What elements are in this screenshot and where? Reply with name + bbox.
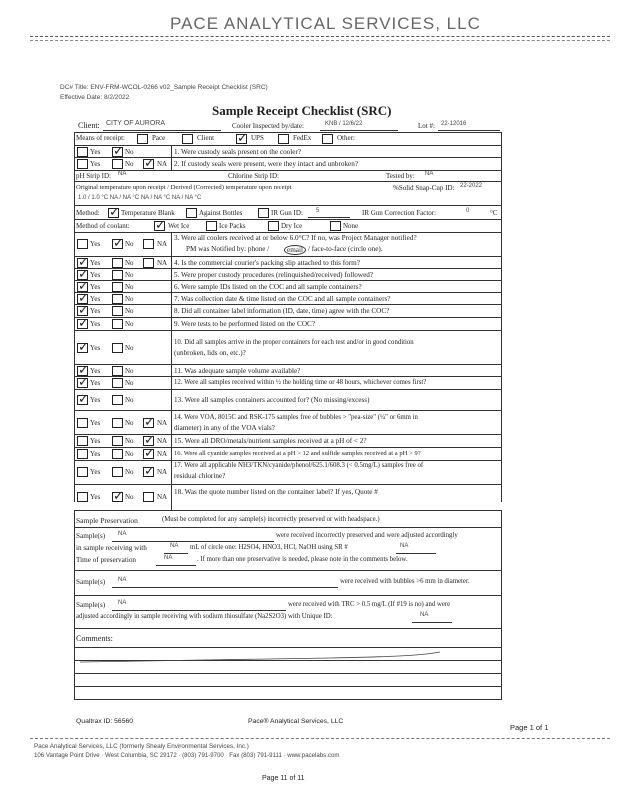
- footer-company: Pace® Analytical Services, LLC: [248, 718, 344, 725]
- q15-na-label: NA: [157, 437, 168, 445]
- solid-snap-value: 22-2022: [460, 183, 483, 189]
- q4-na-label: NA: [157, 259, 168, 267]
- q7-yes-check-icon: ✓: [78, 291, 89, 306]
- ir-gun-underline: [308, 217, 350, 218]
- q4-no-label: No: [125, 259, 134, 267]
- q16-no-checkbox[interactable]: [112, 449, 123, 459]
- q2-no-label: No: [125, 160, 134, 168]
- q13-no-label: No: [125, 396, 134, 404]
- q9-text: 9. Were tests to be performed listed on the COC?: [174, 320, 316, 328]
- q13-yes-label: Yes: [90, 396, 101, 404]
- q8-no-checkbox[interactable]: [112, 306, 123, 316]
- client-underline: [103, 130, 221, 131]
- q16-na-check-icon: ✓: [144, 446, 155, 461]
- comment-line: [74, 673, 501, 674]
- cooler-inspected-label: Cooler Inspected by/date:: [232, 122, 304, 130]
- q1-yes-checkbox[interactable]: [77, 147, 88, 157]
- q16-na-label: NA: [157, 450, 168, 458]
- q14-na-check-icon: ✓: [144, 415, 155, 430]
- q8-yes-check-icon: ✓: [78, 303, 89, 318]
- row-line: [74, 434, 501, 435]
- row-line: [74, 364, 501, 365]
- q11-text: 11. Was adequate sample volume available?: [174, 367, 301, 375]
- q18-yes-label: Yes: [90, 493, 101, 501]
- q2-na-check-icon: ✓: [144, 156, 155, 171]
- pres2-na-value: NA: [170, 543, 179, 549]
- q4-yes-check-icon: ✓: [78, 255, 89, 270]
- q5-no-checkbox[interactable]: [112, 270, 123, 280]
- pres2-text-a: in sample receiving with: [76, 544, 147, 552]
- q1-yes-label: Yes: [90, 148, 101, 156]
- section-rule: [74, 595, 501, 596]
- pres1-text-a: Sample(s): [76, 532, 106, 540]
- q12-yes-check-icon: ✓: [78, 375, 89, 390]
- preservation-label: Sample Preservation: [76, 516, 138, 525]
- section-rule: [74, 628, 501, 629]
- q2-yes-label: Yes: [90, 160, 101, 168]
- footer-line-1: Pace Analytical Services, LLC (formerly Shealy Environmental Services, Inc.): [34, 743, 249, 750]
- q15-no-checkbox[interactable]: [112, 436, 123, 446]
- q8-yes-label: Yes: [90, 307, 101, 315]
- row-line: [74, 232, 501, 233]
- q3-text: 3. Were all coolers received at or below 6.0°C? If no, was Project Manager notified?: [174, 234, 417, 242]
- q6-no-checkbox[interactable]: [112, 282, 123, 292]
- q8-text: 8. Did all container label information (ID, date, time) agree with the COC?: [174, 307, 390, 315]
- pres3-na-value: NA: [164, 555, 173, 561]
- row-line: [74, 256, 501, 257]
- ph-strip-label: pH Strip ID:: [76, 172, 111, 180]
- coolant-wet-ice-label: Wet Ice: [168, 222, 190, 230]
- row-line: [74, 447, 501, 448]
- q2-text: 2. If custody seals were present, were they intact and unbroken?: [174, 160, 359, 168]
- q12-no-label: No: [125, 379, 134, 387]
- means-other-checkbox[interactable]: [322, 134, 333, 144]
- q3-no-check-icon: ✓: [113, 236, 124, 251]
- q14-text-line1: 14. Were VOA, 8015C and RSK-175 samples free of bubbles > "pea-size" (¼" or 6mm in: [174, 414, 418, 421]
- q13-yes-check-icon: ✓: [78, 392, 89, 407]
- coolant-ice-packs-checkbox[interactable]: [206, 221, 217, 231]
- row-line: [74, 219, 501, 220]
- pres3-underline: [156, 565, 196, 566]
- footer-line-2: 106 Vantage Point Drive · West Columbia, SC 29172 · (803) 791-9700 · Fax (803) 791-9111 · www.pacelabs.com: [34, 752, 340, 759]
- q1-no-label: No: [125, 148, 134, 156]
- q6-yes-check-icon: ✓: [78, 279, 89, 294]
- means-fedex-label: FedEx: [293, 134, 312, 142]
- q14-text-line2: diameter) in any of the VOA vials?: [174, 424, 275, 432]
- q5-yes-label: Yes: [90, 271, 101, 279]
- coolant-dry-ice-label: Dry Ice: [281, 222, 303, 230]
- q15-text: 15. Were all DRO/metals/nutrient samples received at a pH of < 2?: [174, 437, 367, 445]
- q4-no-checkbox[interactable]: [112, 258, 123, 268]
- means-client-label: Client: [197, 134, 215, 142]
- q14-na-label: NA: [157, 419, 168, 427]
- q12-text: 12. Were all samples received within ½ the holding time or 48 hours, whichever comes first?: [174, 379, 427, 386]
- q14-no-checkbox[interactable]: [112, 418, 123, 428]
- q3-yes-checkbox[interactable]: [77, 239, 88, 249]
- tested-by-value: NA: [425, 171, 434, 177]
- row-line: [74, 145, 501, 146]
- q5-no-label: No: [125, 271, 134, 279]
- q8-no-label: No: [125, 307, 134, 315]
- q9-no-label: No: [125, 320, 134, 328]
- row-line: [74, 280, 501, 281]
- q3-na-checkbox[interactable]: [143, 239, 154, 249]
- trc1-na-value: NA: [118, 600, 127, 606]
- q5-yes-check-icon: ✓: [78, 267, 89, 282]
- q10-text-line1: 10. Did all samples arrive in the proper containers for each test and/or in good condition: [174, 339, 414, 346]
- q17-text-line1: 17. Were all applicable NH3/TKN/cyanide/phenol/625.1/608.3 (< 0.5mg/L) samples free of: [174, 462, 424, 469]
- section-rule: [74, 570, 501, 571]
- q14-yes-checkbox[interactable]: [77, 418, 88, 428]
- coolant-ice-packs-label: Ice Packs: [219, 222, 246, 230]
- q10-no-label: No: [125, 344, 134, 352]
- q17-yes-checkbox[interactable]: [77, 467, 88, 477]
- row-line: [74, 205, 501, 206]
- q15-no-label: No: [125, 437, 134, 445]
- pres1-text-b: were received incorrectly preserved and were adjusted accordingly: [276, 532, 458, 539]
- table-right-border: [501, 132, 502, 502]
- pres3-text-a: Time of preservation: [76, 556, 137, 564]
- header-rule-top: [30, 36, 610, 37]
- pres2-sr-underline: [396, 553, 436, 554]
- pres2-text-b: mL of circle one: H2SO4, HNO3, HCl, NaOH using SR #: [190, 544, 348, 551]
- row-line: [74, 330, 501, 331]
- method-ir-gun-checkbox[interactable]: [258, 208, 269, 218]
- trc1-text-a: Sample(s): [76, 601, 106, 609]
- temp-line-text: Original temperature upon receipt / Derived (Corrected) temperature upon receipt: [76, 184, 292, 191]
- q18-no-label: No: [125, 493, 134, 501]
- q14-no-label: No: [125, 419, 134, 427]
- q3-pm-notified-email: email: [284, 245, 306, 255]
- comment-line: [74, 647, 501, 648]
- bubbles-na-value: NA: [118, 577, 127, 583]
- form-title: Sample Receipt Checklist (SRC): [212, 103, 392, 118]
- q3-pm-notified-suffix: / face-to-face (circle one).: [308, 245, 383, 253]
- q17-na-check-icon: ✓: [144, 464, 155, 479]
- page-of: Page 1 of 1: [510, 723, 549, 732]
- coolant-none-checkbox[interactable]: [330, 221, 341, 231]
- q2-na-label: NA: [157, 160, 168, 168]
- ir-correction-value: 0: [466, 208, 470, 214]
- q4-na-checkbox[interactable]: [143, 258, 154, 268]
- q2-no-checkbox[interactable]: [112, 159, 123, 169]
- preservation-note: (Must be completed for any sample(s) incorrectly preserved or with headspace.): [162, 516, 380, 523]
- q10-yes-check-icon: ✓: [78, 340, 89, 355]
- method-label: Method:: [76, 209, 100, 217]
- q16-yes-label: Yes: [90, 450, 101, 458]
- means-pace-checkbox[interactable]: [137, 134, 148, 144]
- row-line: [74, 132, 501, 133]
- q6-text: 6. Were sample IDs listed on the COC and all sample containers?: [174, 283, 362, 291]
- q12-no-checkbox[interactable]: [112, 378, 123, 388]
- lot-underline: [438, 130, 500, 131]
- pres1-na-value: NA: [118, 531, 127, 537]
- client-value: CITY OF AURORA: [106, 120, 165, 127]
- tested-by-label: Tested by:: [386, 172, 415, 180]
- q17-na-label: NA: [157, 468, 168, 476]
- cooler-underline: [320, 130, 398, 131]
- row-line: [74, 376, 501, 377]
- solid-snap-label: %Solid Snap-Cup ID:: [393, 184, 455, 192]
- trc1-text-b: were received with TRC > 0.5 mg/L (If #19 is no) and were: [288, 601, 451, 608]
- company-header: PACE ANALYTICAL SERVICES, LLC: [170, 14, 481, 33]
- q16-yes-checkbox[interactable]: [77, 449, 88, 459]
- q14-yes-label: Yes: [90, 419, 101, 427]
- trc2-text: adjusted accordingly in sample receiving with sodium thiosulfate (Na2S2O3) with Unique ID:: [76, 613, 333, 620]
- q3-pm-notified-prefix: PM was Notified by: phone /: [186, 245, 270, 253]
- q4-yes-label: Yes: [90, 259, 101, 267]
- q17-no-label: No: [125, 468, 134, 476]
- row-line: [74, 292, 501, 293]
- q16-no-label: No: [125, 450, 134, 458]
- row-line: [74, 157, 501, 158]
- q18-text: 18. Was the quote number listed on the container label? If yes, Quote #: [174, 488, 378, 496]
- comment-line: [74, 699, 501, 700]
- q3-yes-label: Yes: [90, 240, 101, 248]
- q6-no-label: No: [125, 283, 134, 291]
- col-divider: [171, 484, 172, 510]
- cooler-inspected-value: KNB / 12/6/22: [325, 121, 363, 127]
- q3-no-label: No: [125, 240, 134, 248]
- q11-no-checkbox[interactable]: [112, 366, 123, 376]
- q7-no-checkbox[interactable]: [112, 294, 123, 304]
- lot-value: 22-12016: [441, 121, 467, 127]
- ir-correction-label: IR Gun Correction Factor:: [362, 209, 437, 217]
- means-label: Means of receipt:: [76, 134, 125, 142]
- q1-no-check-icon: ✓: [113, 144, 124, 159]
- doc-title: DC# Title: ENV-FRM-WCOL-0266 v02_Sample Receipt Checklist (SRC): [60, 84, 268, 91]
- ir-correction-unit: °C: [490, 209, 498, 217]
- q5-text: 5. Were proper custody procedures (relinquished/received) followed?: [174, 271, 374, 279]
- qualtrax-id: Qualtrax ID: 56560: [76, 718, 134, 725]
- chlorine-strip-label: Chlorine Strip ID:: [228, 172, 279, 180]
- pres1-underline: [112, 541, 274, 542]
- q11-no-label: No: [125, 367, 134, 375]
- q16-text: 16. Were all cyanide samples received at a pH > 12 and sulfide samples received at a pH > 9?: [174, 450, 421, 457]
- comments-label: Comments:: [76, 634, 113, 643]
- comments-left-border: [74, 510, 75, 700]
- q9-yes-check-icon: ✓: [78, 316, 89, 331]
- q7-yes-label: Yes: [90, 295, 101, 303]
- comments-right-border: [501, 510, 502, 700]
- row-line: [74, 410, 501, 411]
- means-ups-check-icon: ✓: [237, 131, 248, 146]
- q18-na-checkbox[interactable]: [143, 492, 154, 502]
- header-rule-bottom: [30, 40, 610, 41]
- q15-yes-label: Yes: [90, 437, 101, 445]
- pres2-sr-value: NA: [400, 543, 409, 549]
- trc2-na-value: NA: [420, 612, 429, 618]
- coolant-dry-ice-checkbox[interactable]: [268, 221, 279, 231]
- means-pace-label: Pace: [152, 134, 166, 142]
- q10-text-line2: (unbroken, lids on, etc.)?: [174, 349, 246, 357]
- method-temp-blank-label: Temperature Blank: [121, 209, 175, 217]
- method-against-bottles-label: Against Bottles: [199, 209, 243, 217]
- row-line: [74, 510, 501, 511]
- trc2-underline: [412, 622, 452, 623]
- coolant-label: Method of coolant:: [76, 222, 130, 230]
- q13-text: 13. Were all samples containers accounted for? (No missing/excess): [174, 396, 370, 404]
- means-client-checkbox[interactable]: [182, 134, 193, 144]
- preservation-rule: [74, 527, 501, 528]
- pres2-underline: [164, 553, 188, 554]
- comment-strike-mark-icon: [80, 650, 450, 670]
- row-line: [74, 304, 501, 305]
- q11-yes-label: Yes: [90, 367, 101, 375]
- q17-no-checkbox[interactable]: [112, 467, 123, 477]
- q9-no-checkbox[interactable]: [112, 319, 123, 329]
- q15-na-check-icon: ✓: [144, 433, 155, 448]
- q10-no-checkbox[interactable]: [112, 343, 123, 353]
- q6-yes-label: Yes: [90, 283, 101, 291]
- means-fedex-checkbox[interactable]: [278, 134, 289, 144]
- coolant-none-label: None: [343, 222, 359, 230]
- row-line: [74, 268, 501, 269]
- coolant-wet-ice-check-icon: ✓: [155, 218, 166, 233]
- q17-yes-label: Yes: [90, 468, 101, 476]
- q4-text: 4. Is the commercial courier's packing slip attached to this form?: [174, 259, 360, 267]
- pres3-text-b: . If more than one preservative is needed, please note in the comments below.: [197, 556, 408, 563]
- row-line: [74, 317, 501, 318]
- q7-no-label: No: [125, 295, 134, 303]
- comment-line: [74, 686, 501, 687]
- q1-text: 1. Were custody seals present on the cooler?: [174, 148, 302, 156]
- q3-na-label: NA: [157, 240, 168, 248]
- page-number: Page 11 of 11: [262, 775, 305, 782]
- row-line: [74, 460, 501, 461]
- effective-date: Effective Date: 8/2/2022: [60, 94, 130, 101]
- q2-yes-checkbox[interactable]: [77, 159, 88, 169]
- q18-yes-checkbox[interactable]: [77, 492, 88, 502]
- row-line: [74, 389, 501, 390]
- row-line: [74, 484, 501, 485]
- means-other-label: Other:: [337, 134, 355, 142]
- q12-yes-label: Yes: [90, 379, 101, 387]
- method-temp-blank-check-icon: ✓: [109, 205, 120, 220]
- lot-label: Lot #:: [418, 122, 435, 130]
- means-ups-label: UPS: [251, 134, 264, 142]
- q13-no-checkbox[interactable]: [112, 395, 123, 405]
- q11-yes-check-icon: ✓: [78, 363, 89, 378]
- temp-values: 1.0 / 1.0 °C NA / NA °C NA / NA °C NA / NA °C: [78, 195, 202, 201]
- client-label: Client:: [78, 121, 100, 130]
- method-against-bottles-checkbox[interactable]: [186, 208, 197, 218]
- row-line: [74, 170, 501, 171]
- method-ir-gun-label: IR Gun ID:: [271, 209, 303, 217]
- q7-text: 7. Was collection date & time listed on the COC and all sample containers?: [174, 295, 391, 303]
- q18-no-check-icon: ✓: [113, 489, 124, 504]
- q10-yes-label: Yes: [90, 344, 101, 352]
- q15-yes-checkbox[interactable]: [77, 436, 88, 446]
- trc1-underline: [112, 610, 286, 611]
- q9-yes-label: Yes: [90, 320, 101, 328]
- row-line: [74, 181, 501, 182]
- bubbles-underline: [112, 587, 338, 588]
- q18-na-label: NA: [157, 493, 168, 501]
- bubbles-text-a: Sample(s): [76, 578, 106, 586]
- ir-gun-value: 5: [316, 208, 320, 214]
- q17-text-line2: residual chlorine?: [174, 472, 226, 480]
- footer-rule: [30, 738, 610, 739]
- ph-strip-value: NA: [118, 171, 127, 177]
- bubbles-text-b: were received with bubbles >6 mm in diameter.: [340, 578, 470, 585]
